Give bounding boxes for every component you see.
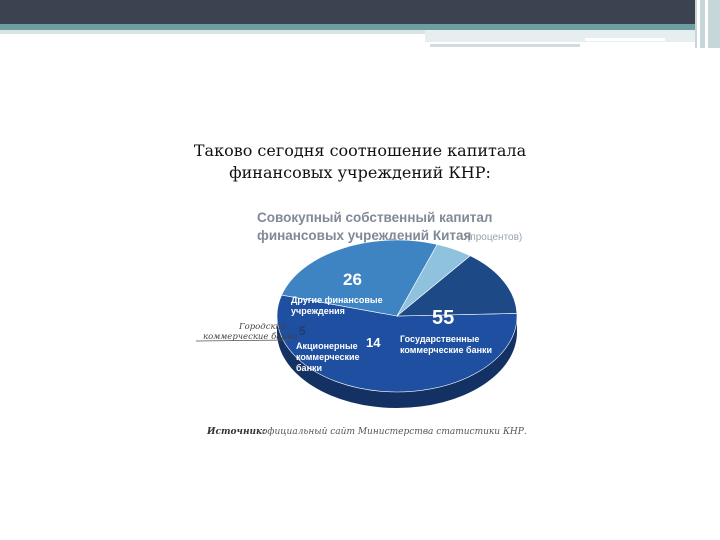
category-label-other-financial-2: учреждения [291, 306, 345, 316]
value-label-joint-stock-banks: 14 [366, 335, 381, 350]
category-label-state-banks-1: Государственные [400, 334, 480, 344]
source-text: официальный сайт Министерства статистики КНР. [262, 427, 527, 437]
chart-title-line-2: финансовых учреждений Китая [257, 228, 472, 243]
city-banks-callout-line-2: коммерческие банки [203, 332, 298, 342]
source-label: Источник: [207, 427, 266, 437]
category-label-other-financial-1: Другие финансовые [291, 295, 383, 305]
category-label-joint-stock-banks-1: Акционерные [296, 341, 358, 351]
category-label-joint-stock-banks-2: коммерческие [296, 352, 360, 362]
category-label-joint-stock-banks-3: банки [296, 363, 323, 373]
chart-unit-note: (процентов) [467, 232, 523, 243]
value-label-other-financial: 26 [343, 270, 362, 289]
slide-title-line-2: финансовых учреждений КНР: [229, 163, 491, 182]
city-banks-callout-line-1: Городские [239, 322, 287, 332]
chart-title-line-1: Совокупный собственный капитал [257, 210, 493, 225]
value-label-state-banks: 55 [432, 307, 455, 329]
slide-title-line-1: Таково сегодня соотношение капитала [193, 141, 527, 160]
category-label-state-banks-2: коммерческие банки [400, 345, 493, 355]
value-label-city-banks: 5 [299, 324, 306, 338]
